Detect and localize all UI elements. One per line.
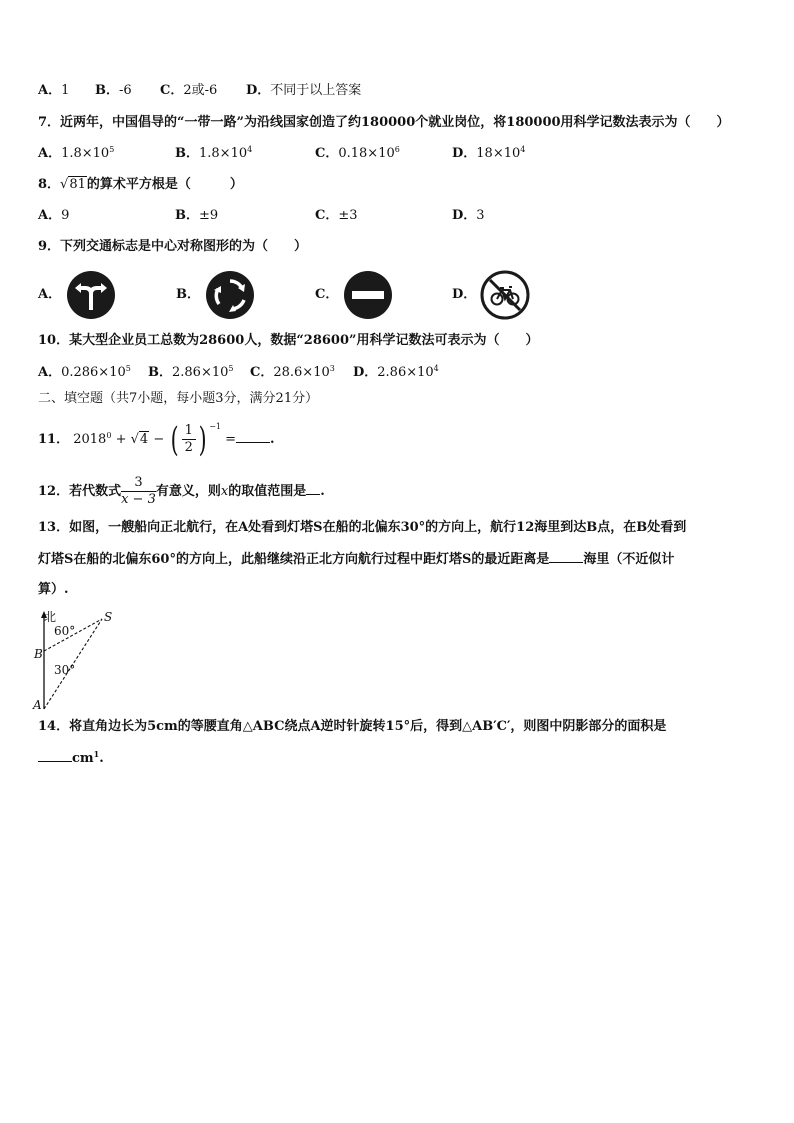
q11-answer-blank[interactable] [236, 430, 270, 443]
q8-stem: 8．√81的算术平方根是（ ） [38, 177, 243, 192]
q6-option-a: A．1 [38, 83, 70, 98]
q13-line-2: 灯塔S在船的北偏东60°的方向上，此船继续沿正北方向航行过程中距灯塔S的最近距离是 海里（不近似计 [38, 552, 675, 567]
q10-option-b: B．$2.86\times 10^5$ [148, 364, 234, 380]
left-paren-icon: ( [171, 419, 179, 460]
q14-line-2: $cm^1$. [38, 749, 104, 768]
q13-answer-blank[interactable] [549, 550, 583, 563]
angle-a-label: 30° [54, 663, 76, 677]
q11-stem: 11． 2018$^0$ + √4 − ( $\frac{1}{2}$ ) $^{-1}$ = . [38, 419, 275, 460]
q13-line-1: 13．如图，一艘船向正北航行，在A处看到灯塔S在船的北偏东30°的方向上，航行12海里到达B点，在B处看到 [38, 520, 687, 535]
no-entry-sign-icon [343, 270, 393, 320]
q13-line-3: 算）. [38, 582, 69, 597]
point-b-label: B [34, 647, 43, 661]
q8-radicand: 81 [69, 177, 86, 192]
section-heading: 二、填空题（共7小题，每小题3分，满分21分） [38, 391, 319, 406]
q6-option-c: C．2或-6 [160, 83, 218, 98]
q6-option-b: B．-6 [95, 83, 132, 98]
q9-stem: 9．下列交通标志是中心对称图形的为（ ） [38, 239, 308, 254]
q7-option-d: D．$18\times 10^4$ [452, 145, 526, 161]
q7-option-a: A．$1.8\times 10^5$ [38, 145, 115, 161]
angle-b-label: 60° [54, 624, 76, 638]
q8-option-b: B．±9 [175, 208, 219, 223]
q10-stem: 10．某大型企业员工总数为28600人，数据“28600”用科学记数法可表示为（ ） [38, 333, 539, 348]
q6-option-d: D．不同于以上答案 [246, 83, 362, 98]
q14-answer-blank[interactable] [38, 749, 72, 762]
q9-option-d-letter: D． [452, 287, 477, 302]
q10-option-c: C．$28.6\times 10^3$ [250, 364, 335, 380]
q9-option-c-letter: C． [315, 287, 339, 302]
q8-option-a: A．9 [38, 208, 70, 223]
right-paren-icon: ) [198, 419, 207, 460]
point-a-label: A [33, 698, 42, 712]
q8-option-c: C．±3 [315, 208, 358, 223]
q14-line-1: 14．将直角边长为5cm的等腰直角△ABC绕点A逆时针旋转15°后，得到△AB′C′，则图中阴影部分的面积是 [38, 719, 667, 734]
q10-option-a: A．$0.286\times 10^5$ [38, 364, 131, 380]
q10-option-d: D．$2.86\times 10^4$ [353, 364, 439, 380]
sqrt-icon: √ [60, 177, 69, 192]
point-s-label: S [104, 610, 113, 624]
q12-fraction: $\frac{3}{x - 3}$ [121, 475, 156, 507]
q9-option-b-letter: B． [176, 287, 200, 302]
q7-stem: 7．近两年，中国倡导的“一带一路”为沿线国家创造了约180000个就业岗位，将180000用科学记数法表示为（ ） [38, 115, 730, 130]
q7-option-c: C．$0.18\times 10^6$ [315, 145, 400, 161]
north-label: 北 [44, 610, 57, 624]
q12-answer-blank[interactable] [306, 482, 320, 495]
q7-option-b: B．$1.8\times 10^4$ [175, 145, 253, 161]
turn-left-right-sign-icon [66, 270, 116, 320]
sqrt-icon: √ [130, 432, 139, 447]
q8-option-d: D．3 [452, 208, 485, 223]
q11-fraction: $\frac{1}{2}$ [182, 423, 196, 456]
q13-figure [30, 605, 120, 713]
q12-stem: 12．若代数式 $\frac{3}{x - 3}$ 有意义，则x的取值范围是 . [38, 475, 325, 507]
no-bicycle-sign-icon [480, 270, 530, 320]
q9-option-a-letter: A． [38, 287, 62, 302]
roundabout-sign-icon [205, 270, 255, 320]
